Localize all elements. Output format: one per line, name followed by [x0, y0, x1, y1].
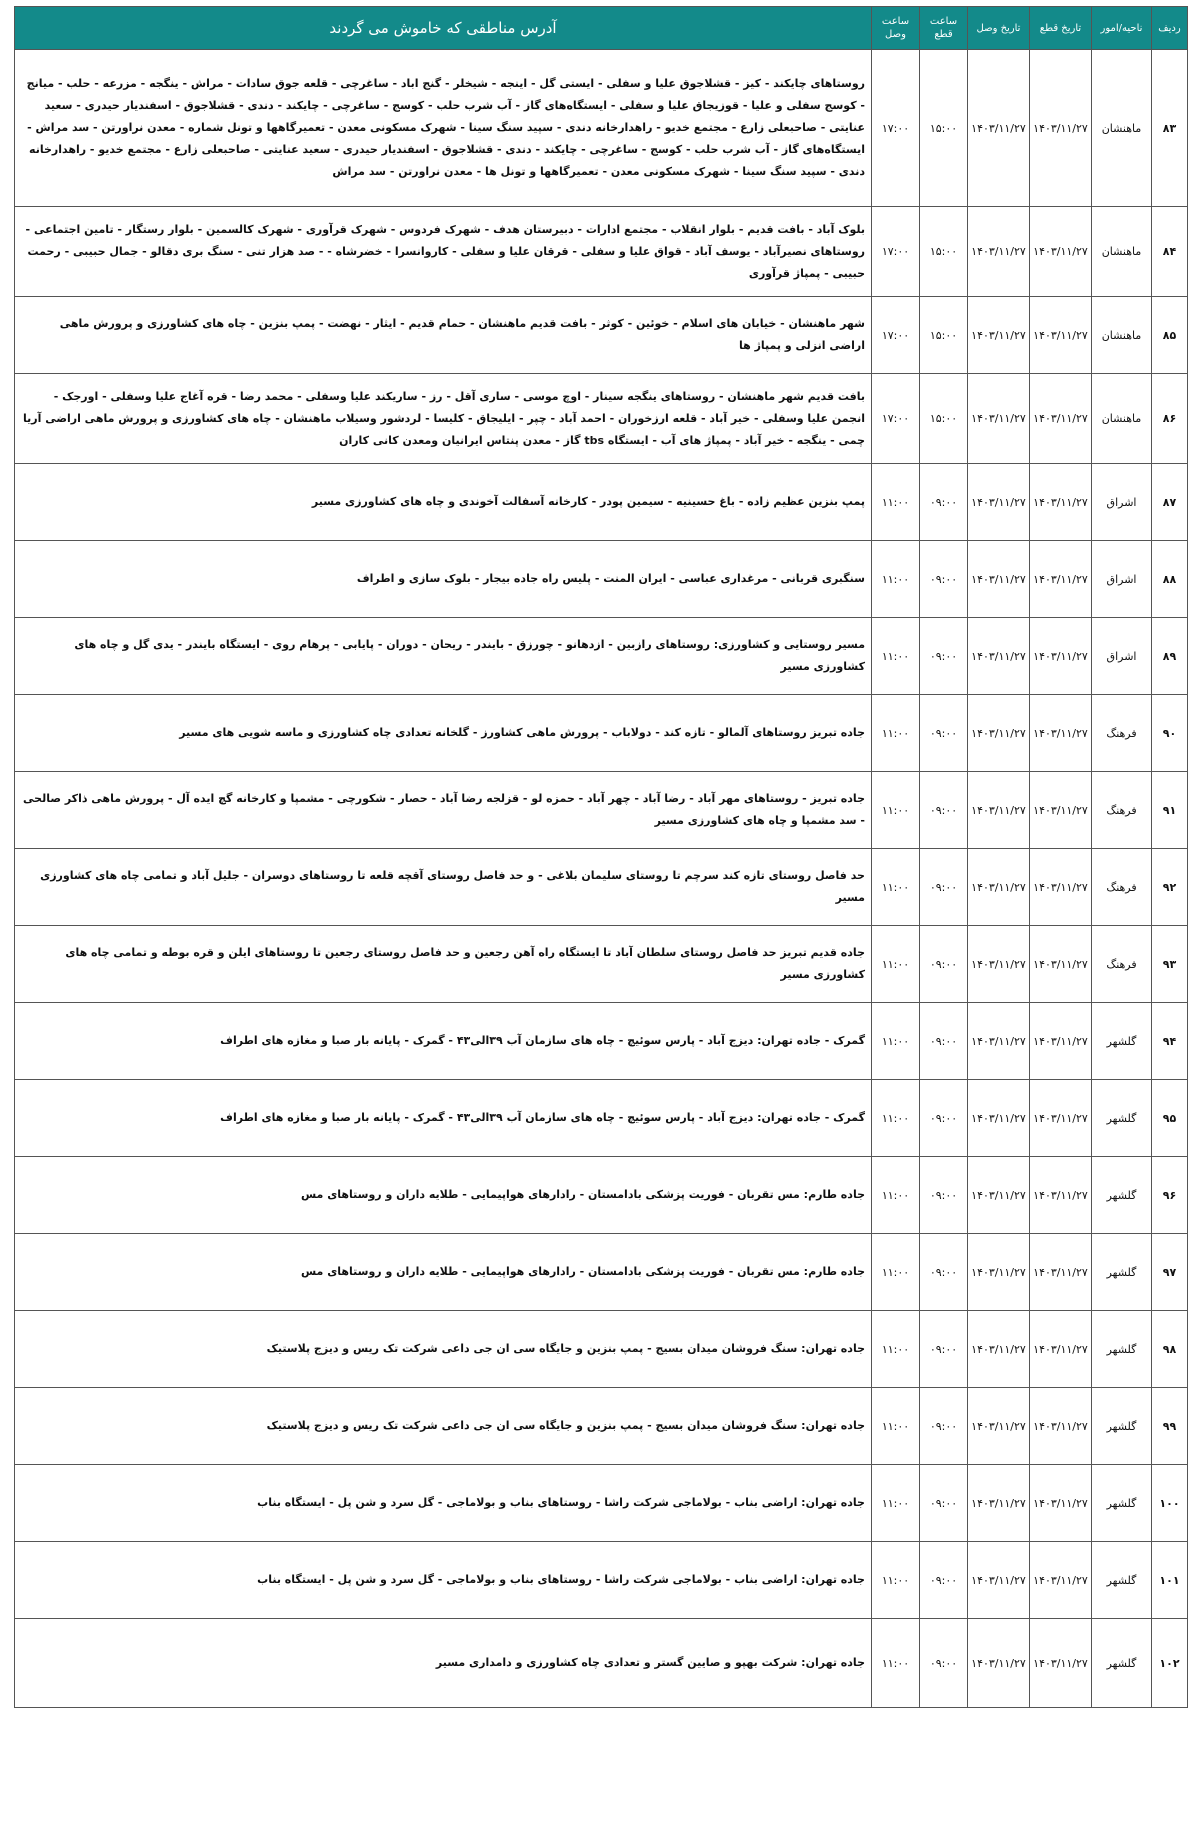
- address-cell: جاده تهران: شرکت بهپو و صایین گستر و تعدادی چاه کشاورزی و دامداری مسیر: [15, 1619, 872, 1708]
- connect-date-cell: ۱۴۰۳/۱۱/۲۷: [968, 772, 1030, 849]
- cut-date-cell: ۱۴۰۳/۱۱/۲۷: [1030, 464, 1092, 541]
- connect-time-cell: ۱۷:۰۰: [872, 374, 920, 464]
- district-cell: اشراق: [1092, 541, 1152, 618]
- header-cut-date: تاریخ قطع: [1030, 7, 1092, 50]
- table-row: [15, 374, 1188, 464]
- connect-time-cell: ۱۱:۰۰: [872, 618, 920, 695]
- cut-time-cell: ۱۵:۰۰: [920, 207, 968, 297]
- address-cell: جاده تهران: اراضی بناب - بولاماجی شرکت راشا - روستاهای بناب و بولاماجی - گل سرد و شن پل - ایستگاه بناب: [15, 1465, 872, 1542]
- table-row: [15, 1157, 1188, 1234]
- address-cell: بلوک آباد - بافت قدیم - بلوار انقلاب - مجتمع ادارات - دبیرستان هدف - شهرک فردوس - شهرک قرآوری - شهرک کالسمین - بلوار رستگار - تامین اجتماعی - روستاهای نصیرآباد - یوسف آباد - قواق علیا و سفلی - قرقان علیا و سفلی - کاروانسرا - خضرشاه - - صد هزار تنی - سنگ بری دقالو - جمال حبیبی - رحمت حبیبی - پمپاژ قرآوری: [15, 207, 872, 297]
- address-cell: روستاهای چایکند - کیز - قشلاجوق علیا و سفلی - ایستی گل - اینجه - شیخلر - گنج اباد - ساغرچی - قلعه جوق سادات - مراش - ینگجه - مزرعه - حلب - میانج - کوسج سفلی و علیا - قوزیجاق علیا و سفلی - ایستگاه‌های گاز - آب شرب حلب - کوسج - ساغرچی - چایکند - دندی - قشلاجوق - اسفندیار حیدری - سعید عنایتی - صاحبعلی زارع - مجتمع خدیو - راهدارخانه دندی - سپید سنگ سینا - شهرک مسکونی معدن - تعمیرگاهها و تونل شماره - معدن نراورتن - سد مراش - ایستگاه‌های گاز - آب شرب حلب - کوسج - ساغرچی - چایکند - دندی - قشلاجوق - اسفندیار حیدری - سعید عنایتی - صاحبعلی زارع - مجتمع خدیو - راهدارخانه دندی - سپید سنگ سینا - شهرک مسکونی معدن - تعمیرگاهها و تونل ها - معدن نراورتن - سد مراش: [15, 50, 872, 207]
- cut-date-cell: ۱۴۰۳/۱۱/۲۷: [1030, 772, 1092, 849]
- row-number-cell: ۸۵: [1152, 297, 1188, 374]
- header-connect-date: تاریخ وصل: [968, 7, 1030, 50]
- table-row: [15, 1619, 1188, 1708]
- cut-time-cell: ۰۹:۰۰: [920, 464, 968, 541]
- table-row: [15, 695, 1188, 772]
- cut-time-cell: ۰۹:۰۰: [920, 1080, 968, 1157]
- connect-date-cell: ۱۴۰۳/۱۱/۲۷: [968, 1157, 1030, 1234]
- cut-time-cell: ۰۹:۰۰: [920, 1388, 968, 1465]
- connect-date-cell: ۱۴۰۳/۱۱/۲۷: [968, 618, 1030, 695]
- connect-time-cell: ۱۱:۰۰: [872, 1465, 920, 1542]
- table-row: [15, 772, 1188, 849]
- cut-time-cell: ۰۹:۰۰: [920, 849, 968, 926]
- address-cell: جاده طارم: مس تقربان - فوریت پزشکی بادامستان - رادارهای هواپیمایی - طلایه داران و روستاهای مس: [15, 1157, 872, 1234]
- table-row: [15, 1234, 1188, 1311]
- connect-time-cell: ۱۱:۰۰: [872, 695, 920, 772]
- connect-date-cell: ۱۴۰۳/۱۱/۲۷: [968, 207, 1030, 297]
- address-cell: جاده تبریز روستاهای آلمالو - تازه کند - دولاباب - پرورش ماهی کشاورز - گلخانه تعدادی چاه کشاورزی و ماسه شویی های مسیر: [15, 695, 872, 772]
- district-cell: فرهنگ: [1092, 772, 1152, 849]
- address-cell: گمرک - جاده تهران: دیزج آباد - پارس سوئیچ - چاه های سازمان آب ۳۹الی۴۳ - گمرک - پایانه بار صبا و مغازه های اطراف: [15, 1080, 872, 1157]
- connect-time-cell: ۱۱:۰۰: [872, 1003, 920, 1080]
- cut-time-cell: ۰۹:۰۰: [920, 1234, 968, 1311]
- address-cell: گمرک - جاده تهران: دیزج آباد - پارس سوئیچ - چاه های سازمان آب ۳۹الی۴۳ - گمرک - پایانه بار صبا و مغازه های اطراف: [15, 1003, 872, 1080]
- table-row: [15, 464, 1188, 541]
- cut-date-cell: ۱۴۰۳/۱۱/۲۷: [1030, 1619, 1092, 1708]
- table-row: [15, 1388, 1188, 1465]
- row-number-cell: ۸۴: [1152, 207, 1188, 297]
- table-row: [15, 849, 1188, 926]
- table-row: [15, 618, 1188, 695]
- row-number-cell: ۸۸: [1152, 541, 1188, 618]
- cut-time-cell: ۰۹:۰۰: [920, 1619, 968, 1708]
- address-cell: پمپ بنزین عظیم زاده - باغ حسینیه - سیمین پودر - کارخانه آسفالت آخوندی و چاه های کشاورزی مسیر: [15, 464, 872, 541]
- address-cell: جاده تهران: اراضی بناب - بولاماجی شرکت راشا - روستاهای بناب و بولاماجی - گل سرد و شن پل - ایستگاه بناب: [15, 1542, 872, 1619]
- connect-time-cell: ۱۱:۰۰: [872, 464, 920, 541]
- row-number-cell: ۱۰۲: [1152, 1619, 1188, 1708]
- cut-date-cell: ۱۴۰۳/۱۱/۲۷: [1030, 1542, 1092, 1619]
- table-row: [15, 50, 1188, 207]
- connect-time-cell: ۱۱:۰۰: [872, 926, 920, 1003]
- connect-date-cell: ۱۴۰۳/۱۱/۲۷: [968, 1311, 1030, 1388]
- cut-date-cell: ۱۴۰۳/۱۱/۲۷: [1030, 374, 1092, 464]
- cut-time-cell: ۱۵:۰۰: [920, 374, 968, 464]
- header-row-no: ردیف: [1152, 7, 1188, 50]
- district-cell: فرهنگ: [1092, 695, 1152, 772]
- connect-time-cell: ۱۱:۰۰: [872, 772, 920, 849]
- cut-time-cell: ۰۹:۰۰: [920, 1003, 968, 1080]
- connect-date-cell: ۱۴۰۳/۱۱/۲۷: [968, 926, 1030, 1003]
- connect-date-cell: ۱۴۰۳/۱۱/۲۷: [968, 1388, 1030, 1465]
- district-cell: گلشهر: [1092, 1542, 1152, 1619]
- cut-date-cell: ۱۴۰۳/۱۱/۲۷: [1030, 207, 1092, 297]
- address-cell: جاده تهران: سنگ فروشان میدان بسیج - پمپ بنزین و جایگاه سی ان جی داعی شرکت تک ریس و دیزج پلاستیک: [15, 1388, 872, 1465]
- address-cell: جاده تبریز - روستاهای مهر آباد - رضا آباد - چهر آباد - حمزه لو - قزلجه رضا آباد - حصار - شکورچی - مشمپا و کارخانه گچ ایده آل - پرورش ماهی ذاکر صالحی - سد مشمپا و چاه های کشاورزی مسیر: [15, 772, 872, 849]
- connect-date-cell: ۱۴۰۳/۱۱/۲۷: [968, 1080, 1030, 1157]
- address-cell: بافت قدیم شهر ماهنشان - روستاهای ینگجه سینار - اوچ موسی - ساری آقل - رز - ساریکند علیا وسفلی - محمد رضا - قره آغاج علیا وسفلی - اورجک - انجمن علیا وسفلی - خیر آباد - قلعه ارزخوران - احمد آباد - چپر - ایلیجاق - کلیسا - لردشور وسیلاب ماهنشان - چاه های کشاورزی و پرورش ماهی اراضی آریا چمی - ینگجه - خیر آباد - پمپاژ های آب - ایستگاه tbs گاز - معدن پنتاس ایرانیان ومعدن کانی کاران: [15, 374, 872, 464]
- cut-date-cell: ۱۴۰۳/۱۱/۲۷: [1030, 926, 1092, 1003]
- cut-time-cell: ۱۵:۰۰: [920, 297, 968, 374]
- address-cell: جاده تهران: سنگ فروشان میدان بسیج - پمپ بنزین و جایگاه سی ان جی داعی شرکت تک ریس و دیزج پلاستیک: [15, 1311, 872, 1388]
- row-number-cell: ۱۰۰: [1152, 1465, 1188, 1542]
- table-row: [15, 541, 1188, 618]
- connect-date-cell: ۱۴۰۳/۱۱/۲۷: [968, 464, 1030, 541]
- connect-date-cell: ۱۴۰۳/۱۱/۲۷: [968, 1619, 1030, 1708]
- cut-date-cell: ۱۴۰۳/۱۱/۲۷: [1030, 1003, 1092, 1080]
- connect-time-cell: ۱۱:۰۰: [872, 1388, 920, 1465]
- district-cell: ماهنشان: [1092, 374, 1152, 464]
- connect-time-cell: ۱۱:۰۰: [872, 1542, 920, 1619]
- connect-date-cell: ۱۴۰۳/۱۱/۲۷: [968, 541, 1030, 618]
- district-cell: ماهنشان: [1092, 50, 1152, 207]
- row-number-cell: ۱۰۱: [1152, 1542, 1188, 1619]
- connect-time-cell: ۱۷:۰۰: [872, 207, 920, 297]
- district-cell: ماهنشان: [1092, 297, 1152, 374]
- table-row: [15, 1080, 1188, 1157]
- table-row: [15, 1465, 1188, 1542]
- cut-time-cell: ۰۹:۰۰: [920, 772, 968, 849]
- connect-date-cell: ۱۴۰۳/۱۱/۲۷: [968, 695, 1030, 772]
- connect-time-cell: ۱۱:۰۰: [872, 1157, 920, 1234]
- row-number-cell: ۹۷: [1152, 1234, 1188, 1311]
- table-row: [15, 1311, 1188, 1388]
- cut-time-cell: ۰۹:۰۰: [920, 1542, 968, 1619]
- cut-date-cell: ۱۴۰۳/۱۱/۲۷: [1030, 618, 1092, 695]
- row-number-cell: ۸۹: [1152, 618, 1188, 695]
- row-number-cell: ۹۴: [1152, 1003, 1188, 1080]
- connect-date-cell: ۱۴۰۳/۱۱/۲۷: [968, 849, 1030, 926]
- table-row: [15, 1542, 1188, 1619]
- connect-time-cell: ۱۱:۰۰: [872, 541, 920, 618]
- outage-schedule-sheet: [14, 6, 1187, 1708]
- connect-time-cell: ۱۱:۰۰: [872, 849, 920, 926]
- district-cell: گلشهر: [1092, 1080, 1152, 1157]
- cut-date-cell: ۱۴۰۳/۱۱/۲۷: [1030, 1080, 1092, 1157]
- district-cell: گلشهر: [1092, 1619, 1152, 1708]
- address-cell: مسیر روستایی و کشاورزی: روستاهای رازبین - ازدهانو - چورزق - بایندر - ریحان - دوران - پایابی - پرهام روی - ایستگاه بایندر - یدی گل و چاه های کشاورزی مسیر: [15, 618, 872, 695]
- row-number-cell: ۹۶: [1152, 1157, 1188, 1234]
- row-number-cell: ۹۲: [1152, 849, 1188, 926]
- header-row: [15, 7, 1188, 50]
- cut-time-cell: ۰۹:۰۰: [920, 1311, 968, 1388]
- cut-time-cell: ۱۵:۰۰: [920, 50, 968, 207]
- connect-time-cell: ۱۱:۰۰: [872, 1080, 920, 1157]
- cut-date-cell: ۱۴۰۳/۱۱/۲۷: [1030, 1388, 1092, 1465]
- row-number-cell: ۹۳: [1152, 926, 1188, 1003]
- row-number-cell: ۹۵: [1152, 1080, 1188, 1157]
- cut-date-cell: ۱۴۰۳/۱۱/۲۷: [1030, 1465, 1092, 1542]
- table-row: [15, 207, 1188, 297]
- cut-date-cell: ۱۴۰۳/۱۱/۲۷: [1030, 849, 1092, 926]
- district-cell: گلشهر: [1092, 1234, 1152, 1311]
- district-cell: اشراق: [1092, 464, 1152, 541]
- header-address: آدرس مناطقی که خاموش می گردند: [15, 7, 872, 50]
- header-connect-time: ساعت وصل: [872, 7, 920, 50]
- cut-date-cell: ۱۴۰۳/۱۱/۲۷: [1030, 1234, 1092, 1311]
- cut-time-cell: ۰۹:۰۰: [920, 695, 968, 772]
- cut-date-cell: ۱۴۰۳/۱۱/۲۷: [1030, 50, 1092, 207]
- cut-date-cell: ۱۴۰۳/۱۱/۲۷: [1030, 297, 1092, 374]
- row-number-cell: ۸۷: [1152, 464, 1188, 541]
- connect-date-cell: ۱۴۰۳/۱۱/۲۷: [968, 50, 1030, 207]
- row-number-cell: ۹۰: [1152, 695, 1188, 772]
- cut-date-cell: ۱۴۰۳/۱۱/۲۷: [1030, 695, 1092, 772]
- connect-date-cell: ۱۴۰۳/۱۱/۲۷: [968, 374, 1030, 464]
- row-number-cell: ۹۱: [1152, 772, 1188, 849]
- connect-date-cell: ۱۴۰۳/۱۱/۲۷: [968, 1003, 1030, 1080]
- connect-time-cell: ۱۷:۰۰: [872, 50, 920, 207]
- address-cell: جاده قدیم تبریز حد فاصل روستای سلطان آباد تا ایستگاه راه آهن رجعین و حد فاصل روستای رجعین تا روستاهای ایلن و قره بوطه و تمامی چاه های کشاورزی مسیر: [15, 926, 872, 1003]
- connect-date-cell: ۱۴۰۳/۱۱/۲۷: [968, 1542, 1030, 1619]
- cut-time-cell: ۰۹:۰۰: [920, 541, 968, 618]
- district-cell: فرهنگ: [1092, 849, 1152, 926]
- address-cell: جاده طارم: مس تقربان - فوریت پزشکی بادامستان - رادارهای هواپیمایی - طلایه داران و روستاهای مس: [15, 1234, 872, 1311]
- row-number-cell: ۸۶: [1152, 374, 1188, 464]
- district-cell: فرهنگ: [1092, 926, 1152, 1003]
- connect-date-cell: ۱۴۰۳/۱۱/۲۷: [968, 1234, 1030, 1311]
- outage-table: [14, 6, 1188, 1708]
- table-row: [15, 297, 1188, 374]
- cut-time-cell: ۰۹:۰۰: [920, 618, 968, 695]
- header-cut-time: ساعت قطع: [920, 7, 968, 50]
- table-row: [15, 926, 1188, 1003]
- district-cell: گلشهر: [1092, 1388, 1152, 1465]
- row-number-cell: ۹۸: [1152, 1311, 1188, 1388]
- district-cell: گلشهر: [1092, 1465, 1152, 1542]
- address-cell: شهر ماهنشان - خیابان های اسلام - خوئین - کوثر - بافت قدیم ماهنشان - حمام قدیم - ایثار - نهضت - پمپ بنزین - چاه های کشاورزی و پرورش ماهی اراضی انزلی و پمپاژ ها: [15, 297, 872, 374]
- district-cell: گلشهر: [1092, 1157, 1152, 1234]
- connect-time-cell: ۱۱:۰۰: [872, 1619, 920, 1708]
- cut-time-cell: ۰۹:۰۰: [920, 926, 968, 1003]
- connect-time-cell: ۱۱:۰۰: [872, 1311, 920, 1388]
- district-cell: اشراق: [1092, 618, 1152, 695]
- connect-time-cell: ۱۱:۰۰: [872, 1234, 920, 1311]
- row-number-cell: ۹۹: [1152, 1388, 1188, 1465]
- district-cell: گلشهر: [1092, 1311, 1152, 1388]
- connect-date-cell: ۱۴۰۳/۱۱/۲۷: [968, 297, 1030, 374]
- district-cell: ماهنشان: [1092, 207, 1152, 297]
- header-district: ناحیه/امور: [1092, 7, 1152, 50]
- connect-date-cell: ۱۴۰۳/۱۱/۲۷: [968, 1465, 1030, 1542]
- table-body: [15, 50, 1188, 1708]
- row-number-cell: ۸۳: [1152, 50, 1188, 207]
- address-cell: حد فاصل روستای تازه کند سرچم تا روستای سلیمان بلاغی - و حد فاصل روستای آقچه قلعه تا روستاهای دوسران - جلیل آباد و تمامی چاه های کشاورزی مسیر: [15, 849, 872, 926]
- cut-date-cell: ۱۴۰۳/۱۱/۲۷: [1030, 541, 1092, 618]
- cut-time-cell: ۰۹:۰۰: [920, 1465, 968, 1542]
- cut-date-cell: ۱۴۰۳/۱۱/۲۷: [1030, 1157, 1092, 1234]
- cut-time-cell: ۰۹:۰۰: [920, 1157, 968, 1234]
- cut-date-cell: ۱۴۰۳/۱۱/۲۷: [1030, 1311, 1092, 1388]
- district-cell: گلشهر: [1092, 1003, 1152, 1080]
- connect-time-cell: ۱۷:۰۰: [872, 297, 920, 374]
- address-cell: سنگبری قربانی - مرغداری عباسی - ایران المنت - پلیس راه جاده بیجار - بلوک سازی و اطراف: [15, 541, 872, 618]
- table-row: [15, 1003, 1188, 1080]
